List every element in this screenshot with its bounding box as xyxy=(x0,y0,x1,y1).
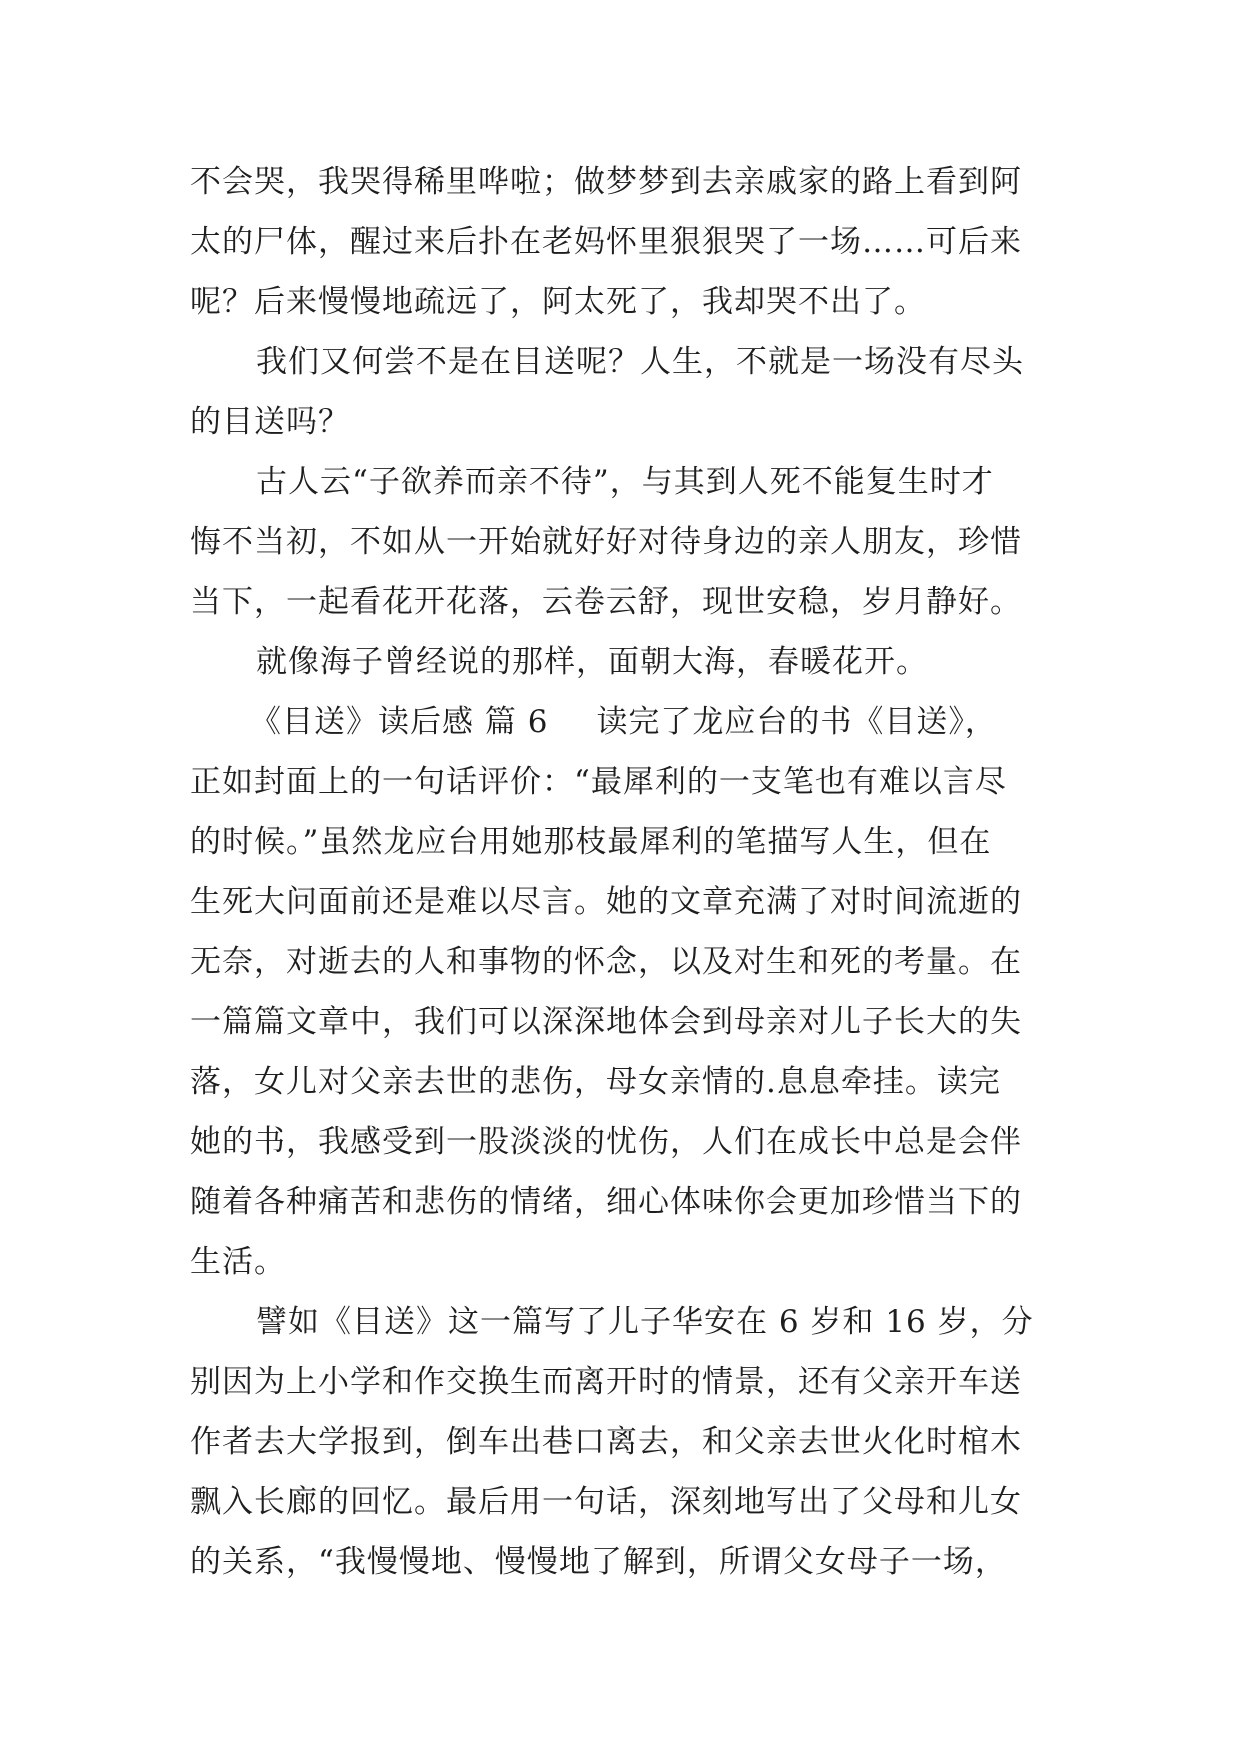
text-line: 的目送吗？ xyxy=(190,404,350,440)
paragraph xyxy=(190,452,1070,632)
text-line: 别因为上小学和作交换生而离开时的情景，还有父亲开车送 xyxy=(190,1364,1022,1400)
text-line: 古人云“子欲养而亲不待”，与其到人死不能复生时才 xyxy=(256,464,994,500)
text-line: 生活。 xyxy=(190,1244,286,1280)
paragraph xyxy=(190,632,1070,692)
text-line: 飘入长廊的回忆。最后用一句话，深刻地写出了父母和儿女 xyxy=(190,1484,1022,1520)
paragraph xyxy=(190,1292,1070,1592)
paragraph xyxy=(190,332,1070,452)
text-line: 的时候。”虽然龙应台用她那枝最犀利的笔描写人生，但在 xyxy=(190,824,992,860)
text-line: 当下，一起看花开花落，云卷云舒，现世安稳，岁月静好。 xyxy=(190,584,1022,620)
text-line: 譬如《目送》这一篇写了儿子华安在 6 岁和 16 岁，分 xyxy=(256,1304,1034,1340)
text-line: 就像海子曾经说的那样，面朝大海，春暖花开。 xyxy=(256,644,928,680)
paragraph xyxy=(190,152,1070,332)
heading-line-text: 读完了龙应台的书《目送》， xyxy=(596,704,997,740)
text-line: 作者去大学报到，倒车出巷口离去，和父亲去世火化时棺木 xyxy=(190,1424,1022,1460)
text-line: 呢？后来慢慢地疏远了，阿太死了，我却哭不出了。 xyxy=(190,284,926,320)
text-line: 无奈，对逝去的人和事物的怀念，以及对生和死的考量。在 xyxy=(190,944,1022,980)
text-line: 随着各种痛苦和悲伤的情绪，细心体味你会更加珍惜当下的 xyxy=(190,1184,1022,1220)
document-body xyxy=(190,152,1070,1592)
text-line: 落，女儿对父亲去世的悲伤，母女亲情的.息息牵挂。读完 xyxy=(190,1064,1001,1100)
text-line: 正如封面上的一句话评价：“最犀利的一支笔也有难以言尽 xyxy=(190,764,1007,800)
section-heading: 《目送》读后感 篇 6 xyxy=(250,704,549,740)
text-line: 一篇篇文章中，我们可以深深地体会到母亲对儿子长大的失 xyxy=(190,1004,1022,1040)
text-line: 她的书，我感受到一股淡淡的忧伤，人们在成长中总是会伴 xyxy=(190,1124,1022,1160)
text-line: 悔不当初，不如从一开始就好好对待身边的亲人朋友，珍惜 xyxy=(190,524,1022,560)
text-line xyxy=(190,692,1070,752)
text-line: 生死大问面前还是难以尽言。她的文章充满了对时间流逝的 xyxy=(190,884,1022,920)
text-line: 太的尸体，醒过来后扑在老妈怀里狠狠哭了一场……可后来 xyxy=(190,224,1022,260)
text-line: 我们又何尝不是在目送呢？人生，不就是一场没有尽头 xyxy=(256,344,1024,380)
text-line: 不会哭，我哭得稀里哗啦；做梦梦到去亲戚家的路上看到阿 xyxy=(190,164,1022,200)
paragraph xyxy=(190,692,1070,1292)
text-line: 的关系，“我慢慢地、慢慢地了解到，所谓父女母子一场， xyxy=(190,1544,1007,1580)
